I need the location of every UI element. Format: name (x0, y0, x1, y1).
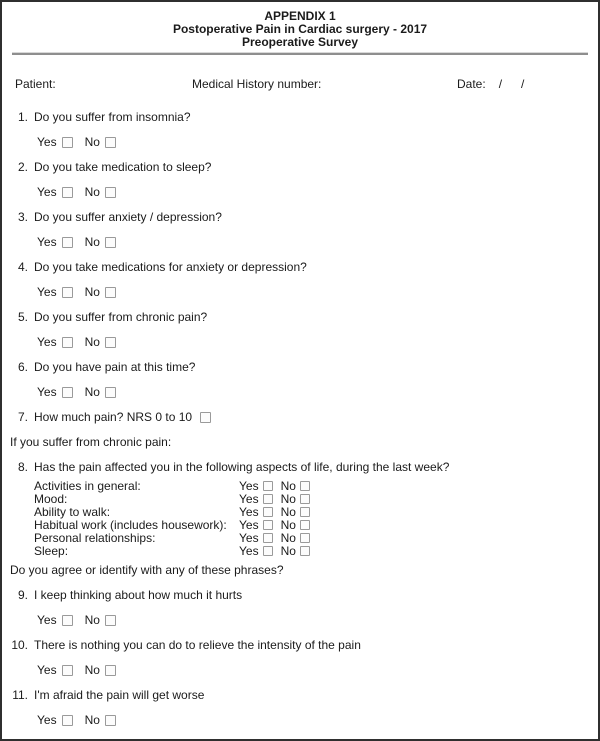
aspect-label-sleep: Sleep: (34, 544, 69, 558)
question-11 (10, 683, 598, 708)
question-10-answers (37, 658, 598, 683)
question-8-aspects (34, 480, 598, 558)
no-label: No (84, 285, 100, 299)
question-1-number: 1. (17, 110, 28, 124)
no-label: No (280, 544, 296, 558)
question-6-text: Do you have pain at this time? (34, 360, 196, 374)
survey-title: Postoperative Pain in Cardiac surgery - 2017 (172, 22, 428, 36)
aspect-row-sleep (34, 545, 598, 558)
question-7-number: 7. (17, 410, 28, 424)
q5-no-checkbox[interactable] (105, 337, 116, 348)
survey-subtitle: Preoperative Survey (241, 35, 359, 49)
question-7 (10, 405, 598, 430)
q11-no-checkbox[interactable] (105, 715, 116, 726)
question-1-answers (37, 130, 598, 155)
question-6-answers (37, 380, 598, 405)
question-7-text: How much pain? NRS 0 to 10 (34, 410, 193, 424)
q11-yes-checkbox[interactable] (62, 715, 73, 726)
yes-label: Yes (239, 544, 259, 558)
questions-section (2, 105, 598, 733)
q8-mood-yes-checkbox[interactable] (263, 494, 273, 504)
patient-label: Patient: (15, 77, 56, 91)
q8-sleep-no-checkbox[interactable] (300, 546, 310, 556)
aspect-label-mood: Mood: (34, 492, 68, 506)
q7-nrs-checkbox[interactable] (200, 412, 211, 423)
aspect-label-relationships: Personal relationships: (34, 531, 156, 545)
date-label: Date: (457, 77, 486, 91)
yes-label: Yes (37, 335, 57, 349)
question-3-answers (37, 230, 598, 255)
question-9-answers (37, 608, 598, 633)
question-10 (10, 633, 598, 658)
question-11-number: 11. (12, 688, 28, 702)
question-9-text: I keep thinking about how much it hurts (34, 588, 243, 602)
question-9-number: 9. (17, 588, 28, 602)
question-2 (10, 155, 598, 180)
no-label: No (280, 492, 296, 506)
no-label: No (84, 613, 100, 627)
q2-no-checkbox[interactable] (105, 187, 116, 198)
question-3-text: Do you suffer anxiety / depression? (34, 210, 222, 224)
q1-no-checkbox[interactable] (105, 137, 116, 148)
question-6-number: 6. (17, 360, 28, 374)
yes-label: Yes (37, 235, 57, 249)
no-label: No (84, 663, 100, 677)
no-label: No (84, 385, 100, 399)
question-10-text: There is nothing you can do to relieve the intensity of the pain (34, 638, 361, 652)
q6-no-checkbox[interactable] (105, 387, 116, 398)
q8-walk-no-checkbox[interactable] (300, 507, 310, 517)
question-2-text: Do you take medication to sleep? (34, 160, 212, 174)
aspect-label-walk: Ability to walk: (34, 505, 111, 519)
question-8-text: Has the pain affected you in the following aspects of life, during the last week? (34, 460, 450, 474)
question-3-number: 3. (17, 210, 28, 224)
q8-work-yes-checkbox[interactable] (263, 520, 273, 530)
yes-label: Yes (239, 505, 259, 519)
yes-label: Yes (37, 613, 57, 627)
q4-no-checkbox[interactable] (105, 287, 116, 298)
q2-yes-checkbox[interactable] (62, 187, 73, 198)
no-label: No (84, 135, 100, 149)
q1-yes-checkbox[interactable] (62, 137, 73, 148)
question-5-text: Do you suffer from chronic pain? (34, 310, 208, 324)
header-divider (12, 52, 588, 55)
question-2-answers (37, 180, 598, 205)
question-8 (10, 455, 598, 480)
aspect-label-activities: Activities in general: (34, 479, 141, 493)
question-4-text: Do you take medications for anxiety or depression? (34, 260, 307, 274)
question-5 (10, 305, 598, 330)
question-9 (10, 583, 598, 608)
yes-label: Yes (239, 492, 259, 506)
no-label: No (84, 713, 100, 727)
no-label: No (280, 518, 296, 532)
yes-label: Yes (37, 285, 57, 299)
yes-label: Yes (37, 713, 57, 727)
q5-yes-checkbox[interactable] (62, 337, 73, 348)
aspect-row-mood (34, 493, 598, 506)
aspect-label-work: Habitual work (includes housework): (34, 518, 227, 532)
question-1 (10, 105, 598, 130)
date-slash-2: / (521, 77, 525, 91)
q8-sleep-yes-checkbox[interactable] (263, 546, 273, 556)
phrases-intro: Do you agree or identify with any of these phrases? (10, 563, 284, 577)
question-4 (10, 255, 598, 280)
no-label: No (280, 531, 296, 545)
no-label: No (280, 479, 296, 493)
page-header (2, 2, 598, 49)
yes-label: Yes (37, 185, 57, 199)
q8-walk-yes-checkbox[interactable] (263, 507, 273, 517)
no-label: No (84, 235, 100, 249)
q8-relationships-no-checkbox[interactable] (300, 533, 310, 543)
q9-yes-checkbox[interactable] (62, 615, 73, 626)
yes-label: Yes (37, 663, 57, 677)
question-5-answers (37, 330, 598, 355)
yes-label: Yes (239, 479, 259, 493)
date-slash-1: / (498, 77, 503, 91)
q3-yes-checkbox[interactable] (62, 237, 73, 248)
q3-no-checkbox[interactable] (105, 237, 116, 248)
medical-history-label: Medical History number: (192, 77, 322, 91)
aspect-row-relationships (34, 532, 598, 545)
yes-label: Yes (37, 135, 57, 149)
question-3 (10, 205, 598, 230)
question-4-answers (37, 280, 598, 305)
question-6 (10, 355, 598, 380)
question-11-answers (37, 708, 598, 733)
aspect-row-activities (34, 480, 598, 493)
q4-yes-checkbox[interactable] (62, 287, 73, 298)
no-label: No (280, 505, 296, 519)
q8-activities-no-checkbox[interactable] (300, 481, 310, 491)
yes-label: Yes (239, 531, 259, 545)
q8-work-no-checkbox[interactable] (300, 520, 310, 530)
question-10-number: 10. (11, 638, 28, 652)
question-5-number: 5. (17, 310, 28, 324)
q9-no-checkbox[interactable] (105, 615, 116, 626)
q10-no-checkbox[interactable] (105, 665, 116, 676)
date-group (457, 77, 524, 91)
question-8-number: 8. (17, 460, 28, 474)
q10-yes-checkbox[interactable] (62, 665, 73, 676)
question-11-text: I'm afraid the pain will get worse (34, 688, 205, 702)
no-label: No (84, 185, 100, 199)
yes-label: Yes (239, 518, 259, 532)
q8-mood-no-checkbox[interactable] (300, 494, 310, 504)
info-row (2, 77, 598, 91)
q6-yes-checkbox[interactable] (62, 387, 73, 398)
q8-activities-yes-checkbox[interactable] (263, 481, 273, 491)
yes-label: Yes (37, 385, 57, 399)
q8-relationships-yes-checkbox[interactable] (263, 533, 273, 543)
question-2-number: 2. (17, 160, 28, 174)
appendix-title: APPENDIX 1 (264, 9, 336, 23)
chronic-pain-intro: If you suffer from chronic pain: (10, 435, 172, 449)
question-4-number: 4. (17, 260, 28, 274)
no-label: No (84, 335, 100, 349)
question-1-text: Do you suffer from insomnia? (34, 110, 191, 124)
